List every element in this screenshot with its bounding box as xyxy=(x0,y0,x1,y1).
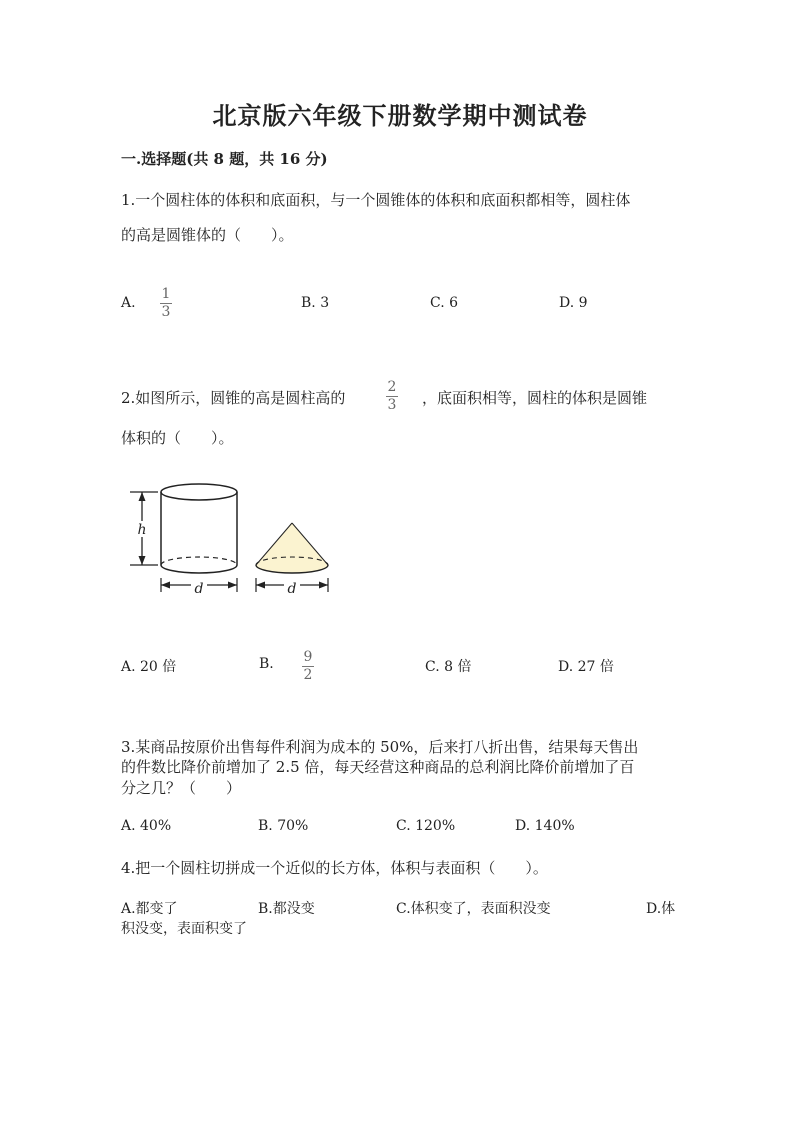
cyl-diameter-label: d xyxy=(194,581,204,597)
question-1-line-1: 1.一个圆柱体的体积和底面积，与一个圆锥体的体积和底面积都相等，圆柱体 xyxy=(121,191,631,209)
q2-height-fraction xyxy=(386,380,398,413)
q3-option-d: D. 140% xyxy=(515,818,575,834)
fraction-denominator: 2 xyxy=(303,667,313,683)
fraction-numerator: 2 xyxy=(387,379,397,395)
q1-option-d: D. 9 xyxy=(559,295,588,311)
q4-option-b: B.都没变 xyxy=(258,901,315,917)
fraction-denominator: 3 xyxy=(387,397,397,413)
question-1-line-2: 的高是圆锥体的（ ）。 xyxy=(121,226,294,244)
q1-option-a-label: A. xyxy=(121,295,136,311)
q3-option-a: A. 40% xyxy=(121,818,172,834)
cylinder-cone-figure xyxy=(120,475,340,605)
q1-option-c: C. 6 xyxy=(430,295,459,311)
cylinder-bottom-back xyxy=(161,557,237,565)
q4-option-d-start: D.体 xyxy=(646,901,676,917)
q1-option-a-fraction xyxy=(160,287,172,320)
question-2-line-1-start: 2.如图所示，圆锥的高是圆柱高的 xyxy=(121,389,346,407)
cone-body xyxy=(256,523,328,573)
cone-diameter-arrow-left xyxy=(256,582,265,589)
question-2-line-2: 体积的（ ）。 xyxy=(121,429,234,447)
q2-option-a: A. 20 倍 xyxy=(121,659,177,675)
q2-option-b-fraction xyxy=(302,650,314,683)
section-heading: 一.选择题(共 8 题，共 16 分) xyxy=(121,150,328,168)
q4-option-c: C.体积变了，表面积没变 xyxy=(396,901,551,917)
question-3-line-1: 3.某商品按原价出售每件利润为成本的 50%，后来打八折出售，结果每天售出 xyxy=(121,738,639,756)
height-arrow-down xyxy=(139,556,146,565)
page-title: 北京版六年级下册数学期中测试卷 xyxy=(212,101,588,130)
q2-option-d: D. 27 倍 xyxy=(558,659,614,675)
height-label: h xyxy=(137,522,147,538)
q2-option-c: C. 8 倍 xyxy=(425,659,472,675)
cone-diameter-label: d xyxy=(287,581,297,597)
q4-option-d-continued: 积没变，表面积变了 xyxy=(121,921,247,937)
question-3-line-3: 分之几？（ ） xyxy=(121,779,242,797)
cyl-diameter-arrow-right xyxy=(228,582,237,589)
q2-option-b-label: B. xyxy=(259,656,274,672)
q4-option-a: A.都变了 xyxy=(121,901,178,917)
fraction-numerator: 9 xyxy=(303,649,313,665)
question-2-line-1-end: ，底面积相等，圆柱的体积是圆锥 xyxy=(422,389,648,407)
height-arrow-up xyxy=(139,492,146,501)
cylinder-bottom-front xyxy=(161,565,237,573)
fraction-denominator: 3 xyxy=(161,304,171,320)
fraction-numerator: 1 xyxy=(161,286,171,302)
cone-diameter-arrow-right xyxy=(319,582,328,589)
question-4-line-1: 4.把一个圆柱切拼成一个近似的长方体，体积与表面积（ ）。 xyxy=(121,859,548,877)
cylinder-top xyxy=(161,484,237,500)
q3-option-b: B. 70% xyxy=(258,818,309,834)
cyl-diameter-arrow-left xyxy=(161,582,170,589)
q1-option-b: B. 3 xyxy=(301,295,330,311)
question-3-line-2: 的件数比降价前增加了 2.5 倍，每天经营这种商品的总利润比降价前增加了百 xyxy=(121,758,635,776)
q3-option-c: C. 120% xyxy=(396,818,456,834)
